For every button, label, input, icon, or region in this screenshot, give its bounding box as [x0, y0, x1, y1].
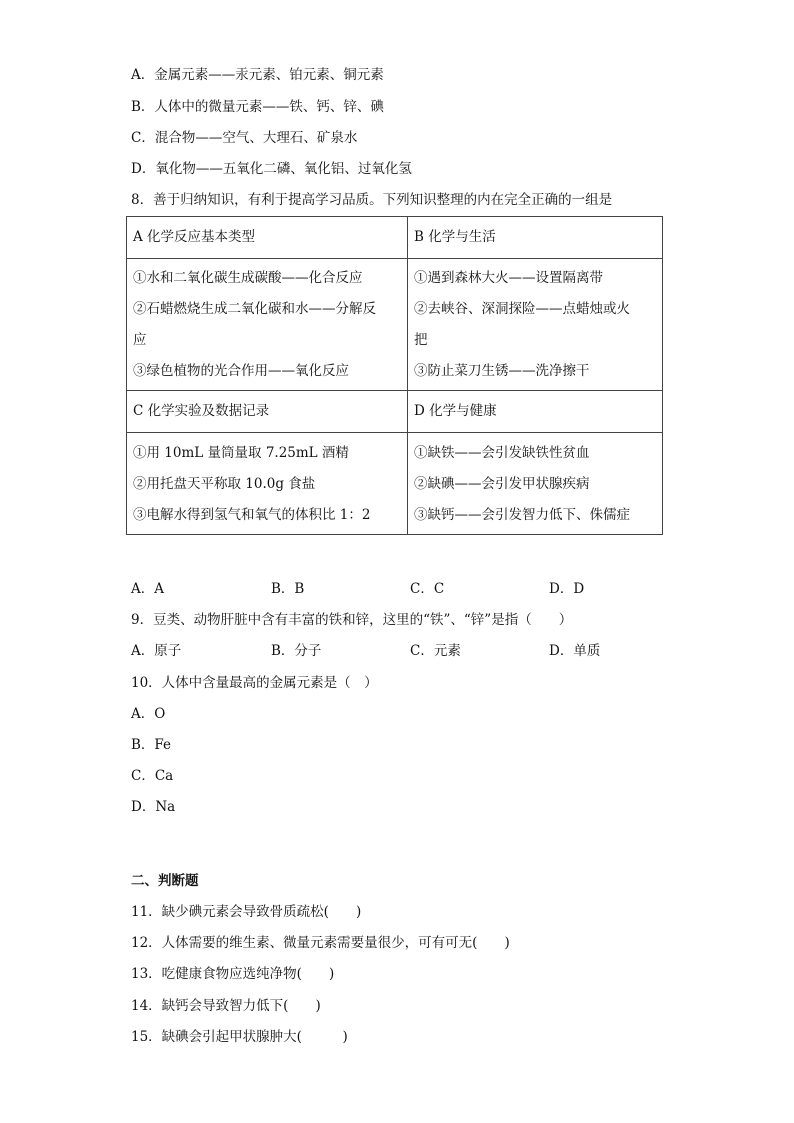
cell-c-content	[127, 433, 408, 535]
q9-option-d: D．单质	[549, 643, 601, 659]
cell-a-line: ②石蜡燃烧生成二氧化碳和水——分解反	[133, 301, 376, 317]
q9-options	[131, 641, 651, 661]
q9-stem: 9．豆类、动物肝脏中含有丰富的铁和锌，这里的“铁”、“锌”是指（ ）	[131, 612, 573, 628]
cell-c-line: ③电解水得到氢气和氧气的体积比 1：2	[133, 507, 371, 523]
q7-option-a: A．金属元素——汞元素、铂元素、铜元素	[131, 67, 384, 83]
cell-a-content	[127, 259, 408, 391]
q7-option-d: D．氧化物——五氧化二磷、氧化铝、过氧化氢	[131, 161, 412, 177]
cell-b-line: ③防止菜刀生锈——洗净擦干	[414, 363, 590, 379]
cell-a-title: A 化学反应基本类型	[127, 217, 408, 259]
q8-option-b: B．B	[271, 581, 305, 597]
q8-knowledge-table	[126, 216, 663, 535]
cell-c-line: ②用托盘天平称取 10.0g 食盐	[133, 476, 316, 492]
q8-options	[131, 579, 651, 599]
cell-d-line: ③缺钙——会引发智力低下、侏儒症	[414, 507, 630, 523]
q7-option-c: C．混合物——空气、大理石、矿泉水	[131, 130, 358, 146]
cell-b-line: ①遇到森林大火——设置隔离带	[414, 270, 603, 286]
cell-d-title: D 化学与健康	[408, 391, 663, 433]
cell-d-content	[408, 433, 663, 535]
q9-option-a: A．原子	[131, 643, 182, 659]
tf-item-13: 13．吃健康食物应选纯净物( )	[131, 966, 335, 982]
q10-option-b: B．Fe	[131, 737, 172, 753]
q10-stem: 10．人体中含量最高的金属元素是（ ）	[131, 675, 378, 691]
q10-option-d: D．Na	[131, 799, 176, 815]
cell-d-line: ①缺铁——会引发缺铁性贫血	[414, 445, 590, 461]
q8-option-d: D．D	[549, 581, 585, 597]
tf-item-15: 15．缺碘会引起甲状腺肿大( )	[131, 1029, 348, 1045]
q8-option-c: C．C	[410, 581, 445, 597]
q8-option-a: A．A	[131, 581, 164, 597]
cell-c-line: ①用 10mL 量筒量取 7.25mL 酒精	[133, 445, 349, 461]
cell-c-title: C 化学实验及数据记录	[127, 391, 408, 433]
tf-item-12: 12．人体需要的维生素、微量元素需要量很少，可有可无( )	[131, 935, 510, 951]
cell-b-line: 把	[414, 332, 428, 348]
cell-a-line: ③绿色植物的光合作用——氧化反应	[133, 363, 349, 379]
cell-b-title: B 化学与生活	[408, 217, 663, 259]
q7-option-b: B．人体中的微量元素——铁、钙、锌、碘	[131, 99, 384, 115]
section-title: 二、判断题	[131, 873, 199, 889]
tf-item-11: 11．缺少碘元素会导致骨质疏松( )	[131, 904, 362, 920]
cell-a-line: ①水和二氧化碳生成碳酸——化合反应	[133, 270, 363, 286]
cell-b-content	[408, 259, 663, 391]
q10-option-c: C．Ca	[131, 768, 174, 784]
cell-a-line: 应	[133, 332, 147, 348]
cell-b-line: ②去峡谷、深洞探险——点蜡烛或火	[414, 301, 630, 317]
q9-option-b: B．分子	[271, 643, 322, 659]
tf-item-14: 14．缺钙会导致智力低下( )	[131, 998, 321, 1014]
q9-option-c: C．元素	[410, 643, 461, 659]
cell-d-line: ②缺碘——会引发甲状腺疾病	[414, 476, 590, 492]
q8-stem: 8．善于归纳知识，有利于提高学习品质。下列知识整理的内在完全正确的一组是	[131, 192, 613, 208]
q10-option-a: A．O	[131, 706, 166, 722]
